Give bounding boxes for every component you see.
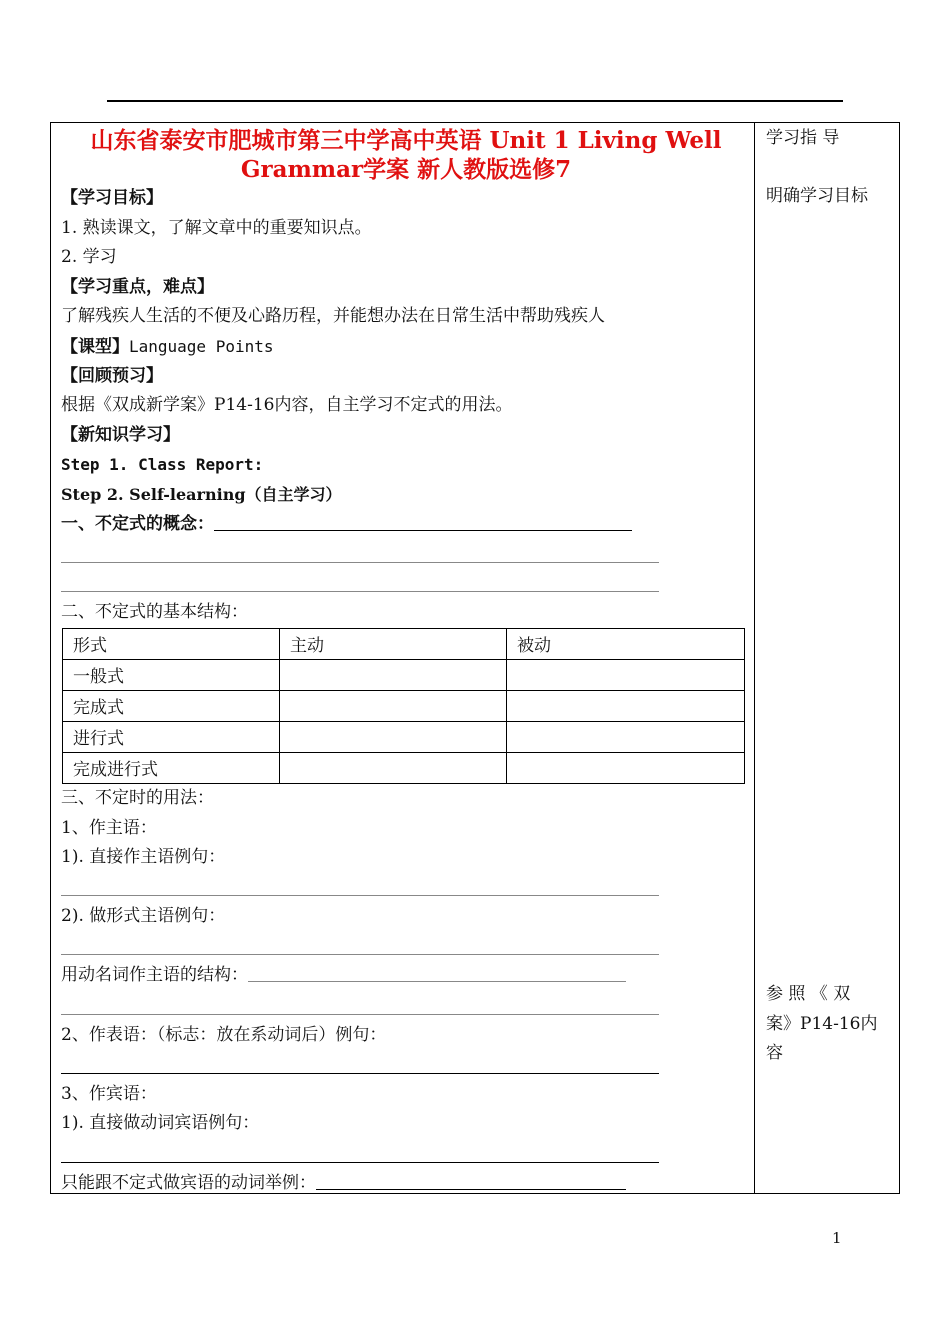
key-text: 了解残疾人生活的不便及心路历程，并能想办法在日常生活中帮助残疾人 (61, 306, 605, 327)
sidebar-reference-line: 参 照 《 双 (766, 984, 851, 1004)
answer-line[interactable] (61, 1139, 751, 1169)
review-heading: 【回顾预习】 (61, 365, 163, 386)
gerund-subject-blank[interactable] (248, 963, 626, 982)
table-row (63, 752, 745, 783)
table-header-cell: 被动 (507, 628, 745, 659)
main-column (61, 126, 751, 1198)
table-cell[interactable] (280, 721, 507, 752)
new-heading: 【新知识学习】 (61, 424, 180, 445)
concept-line (61, 510, 751, 540)
column-divider (754, 122, 755, 1194)
usage-heading: 三、不定时的用法： (61, 787, 214, 808)
goal-item-1: 1. 熟读课文，了解文章中的重要知识点。 (61, 217, 372, 238)
document-title: 山东省泰安市肥城市第三中学高中英语 Unit 1 Living Well Grammar学案 新人教版选修7 (90, 127, 722, 183)
object-heading: 3、作宾语： (61, 1083, 157, 1104)
table-row (63, 721, 745, 752)
answer-line[interactable] (61, 932, 751, 962)
answer-line[interactable] (61, 1050, 751, 1080)
table-cell[interactable] (280, 752, 507, 783)
gerund-subject-line (61, 961, 751, 991)
table-row (63, 690, 745, 721)
answer-line[interactable] (61, 991, 751, 1021)
predicative-label: 2、作表语：（标志：放在系动词后）例句： (61, 1024, 387, 1045)
sidebar-reference-line: 案》P14-16内 (766, 1013, 878, 1034)
object-direct-label: 1). 直接做动词宾语例句： (61, 1113, 260, 1134)
step-2: Step 2. Self-learning（自主学习） (61, 484, 342, 504)
table-cell: 一般式 (63, 659, 280, 690)
answer-line[interactable] (61, 539, 751, 569)
infinitive-structure-table (62, 628, 745, 784)
subject-formal-label: 2). 做形式主语例句： (61, 906, 226, 927)
table-header-row (63, 628, 745, 659)
gerund-subject-label: 用动名词作主语的结构： (61, 965, 248, 986)
goal-item-2: 2. 学习 (61, 247, 117, 268)
review-text: 根据《双成新学案》P14-16内容，自主学习不定式的用法。 (61, 395, 513, 416)
answer-line[interactable] (61, 569, 751, 599)
table-cell[interactable] (507, 690, 745, 721)
subject-heading: 1、作主语： (61, 817, 157, 838)
header-rule (107, 100, 843, 102)
table-cell[interactable] (507, 752, 745, 783)
key-heading: 【学习重点，难点】 (61, 276, 214, 297)
table-cell: 进行式 (63, 721, 280, 752)
table-cell[interactable] (280, 659, 507, 690)
table-row (63, 659, 745, 690)
subject-direct-label: 1). 直接作主语例句： (61, 847, 226, 868)
object-verbs-blank[interactable] (316, 1171, 626, 1190)
type-heading: 【课型】 (61, 336, 129, 357)
object-verbs-line (61, 1169, 751, 1199)
table-header-cell: 形式 (63, 628, 280, 659)
sidebar-guide: 学习指 导 (766, 128, 840, 148)
object-verbs-label: 只能跟不定式做宾语的动词举例： (61, 1172, 316, 1193)
sidebar-reference (766, 980, 892, 1069)
concept-label: 一、不定式的概念： (61, 513, 214, 534)
table-cell: 完成式 (63, 690, 280, 721)
sidebar-goal: 明确学习目标 (766, 186, 868, 206)
sidebar-reference-line: 容 (766, 1043, 783, 1064)
answer-line[interactable] (61, 873, 751, 903)
table-cell[interactable] (507, 659, 745, 690)
type-text: Language Points (129, 336, 274, 356)
table-cell: 完成进行式 (63, 752, 280, 783)
step-1: Step 1. Class Report: (61, 455, 264, 475)
table-cell[interactable] (280, 690, 507, 721)
concept-blank[interactable] (214, 512, 632, 531)
goal-heading: 【学习目标】 (61, 188, 163, 208)
table-cell[interactable] (507, 721, 745, 752)
page-number: 1 (832, 1229, 842, 1247)
table-header-cell: 主动 (280, 628, 507, 659)
lesson-type (61, 332, 751, 362)
structure-label: 二、不定式的基本结构： (61, 602, 248, 623)
